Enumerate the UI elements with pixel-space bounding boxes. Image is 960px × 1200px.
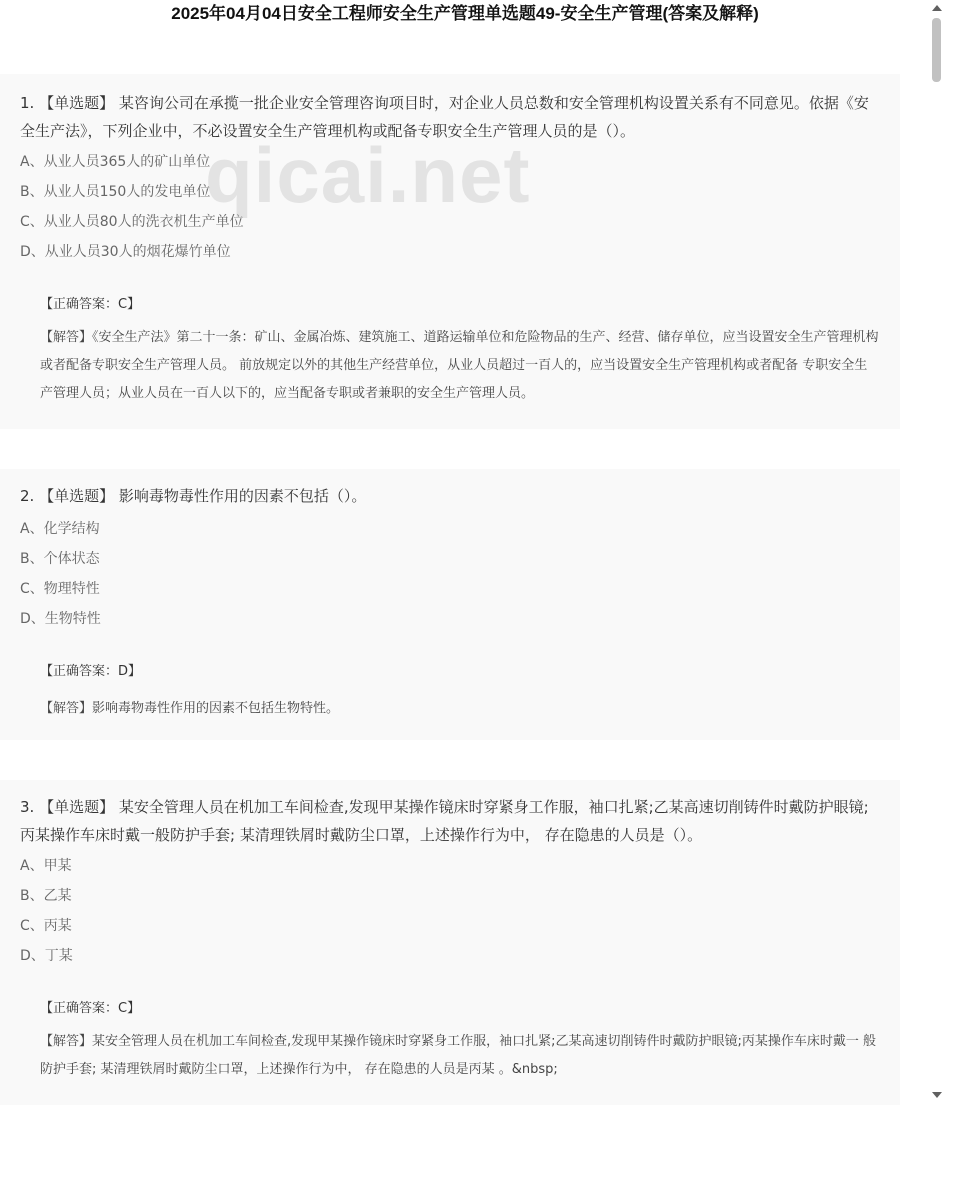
option-b: B、乙某 [20, 888, 72, 904]
option-c: C、丙某 [20, 918, 72, 934]
option-a: A、化学结构 [20, 521, 100, 537]
scrollbar-thumb[interactable] [932, 18, 941, 82]
correct-answer: 【正确答案：D】 [40, 664, 142, 679]
question-card-1 [0, 74, 900, 429]
answer-explanation: 【解答】某安全管理人员在机加工车间检查,发现甲某操作镜床时穿紧身工作服，袖口扎紧;乙某高速切削铸件时戴防护眼镜;丙某操作车床时戴一 般防护手套; 某清理铁屑时戴防尘口罩，上述操作行为中， 存在隐患的人员是丙某 。&nbsp; [40, 1034, 877, 1077]
scroll-down-arrow-icon[interactable] [932, 1092, 942, 1098]
correct-answer: 【正确答案：C】 [40, 297, 141, 312]
option-b: B、从业人员150人的发电单位 [20, 184, 211, 200]
option-d: D、从业人员30人的烟花爆竹单位 [20, 244, 231, 260]
answer-explanation: 【解答】《安全生产法》第二十一条：矿山、金属冶炼、建筑施工、道路运输单位和危险物品的生产、经营、储存单位，应当设置安全生产管理机构或者配备专职安全生产管理人员。 前放规定以外的其他生产经营单位，从业人员超过一百人的，应当设置安全生产管理机构或者配备 专职安全生产管理人员；从业人员在一百人以下的，应当配备专职或者兼职的安全生产管理人员。 [40, 330, 879, 401]
option-d: D、生物特性 [20, 611, 101, 627]
question-text: 1. 【单选题】 某咨询公司在承揽一批企业安全管理咨询项目时，对企业人员总数和安全管理机构设置关系有不同意见。依据《安全生产法》，下列企业中，不必设置安全生产管理机构或配备专职安全生产管理人员的是（）。 [20, 94, 869, 140]
scroll-up-arrow-icon[interactable] [932, 5, 942, 11]
vertical-scrollbar[interactable] [928, 0, 945, 1105]
question-card-3 [0, 780, 900, 1105]
option-a: A、甲某 [20, 858, 72, 874]
question-text: 3. 【单选题】 某安全管理人员在机加工车间检查,发现甲某操作镜床时穿紧身工作服，袖口扎紧;乙某高速切削铸件时戴防护眼镜;丙某操作车床时戴一般防护手套; 某清理铁屑时戴防尘口罩，上述操作行为中， 存在隐患的人员是（）。 [20, 798, 869, 844]
correct-answer: 【正确答案：C】 [40, 1001, 141, 1016]
option-c: C、物理特性 [20, 581, 100, 597]
answer-explanation: 【解答】影响毒物毒性作用的因素不包括生物特性。 [40, 701, 340, 716]
option-b: B、个体状态 [20, 551, 100, 567]
option-a: A、从业人员365人的矿山单位 [20, 154, 211, 170]
option-d: D、丁某 [20, 948, 73, 964]
watermark: qicai.net [205, 131, 531, 219]
question-card-2 [0, 469, 900, 740]
page-title: 2025年04月04日安全工程师安全生产管理单选题49-安全生产管理(答案及解释) [171, 4, 759, 23]
option-c: C、从业人员80人的洗衣机生产单位 [20, 214, 244, 230]
question-text: 2. 【单选题】 影响毒物毒性作用的因素不包括（）。 [20, 487, 367, 505]
